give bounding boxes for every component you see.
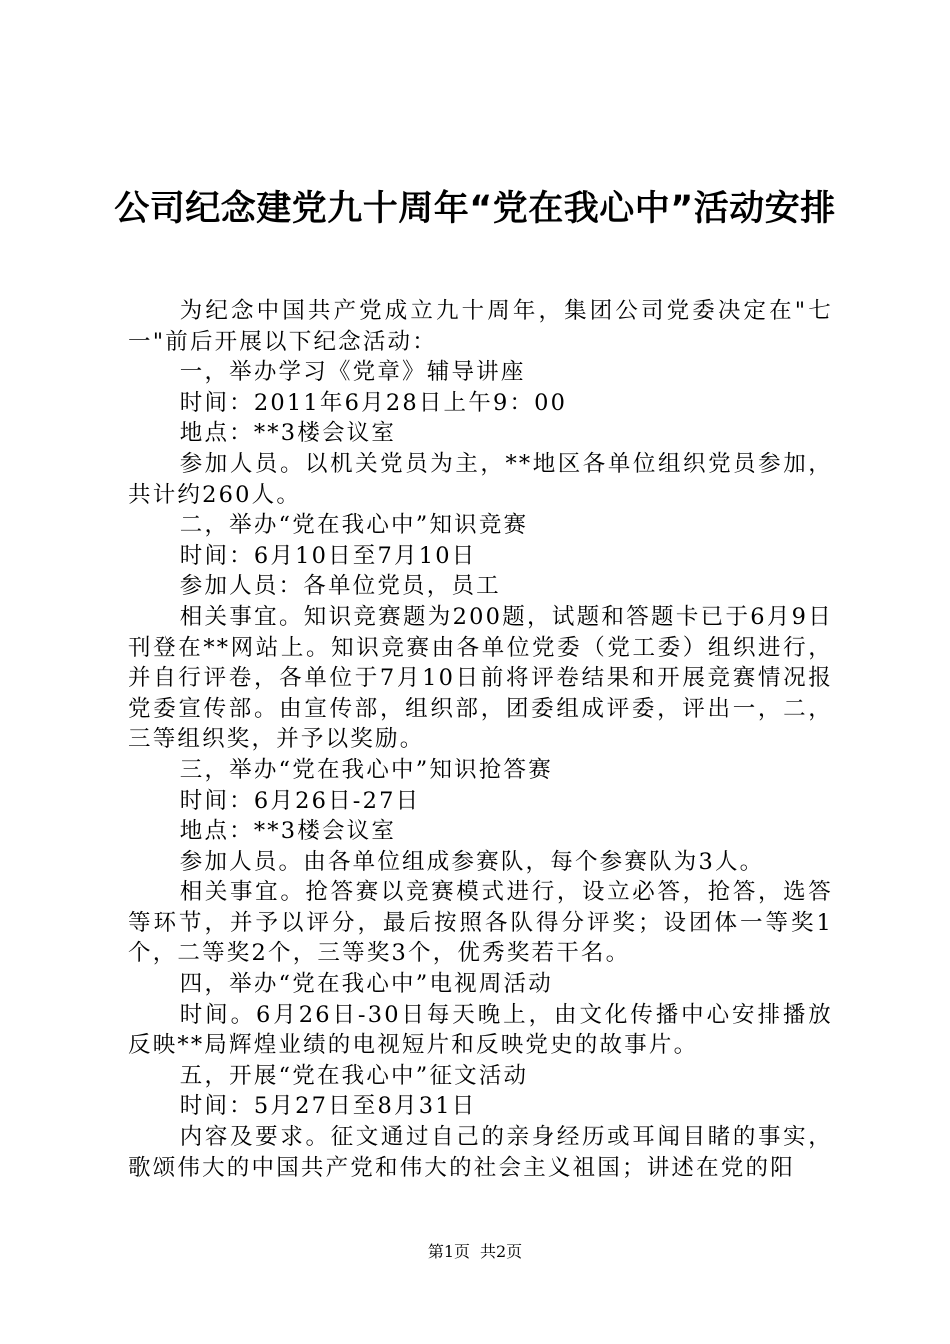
paragraph-time: 时间：6月10日至7月10日: [179, 542, 477, 569]
paragraph-details: 相关事宜。抢答赛以竞赛模式进行，设立必答，抢答，选答等环节，并予以评分，最后按照各队得分评奖；设团体一等奖1个，二等奖2个，三等奖3个，优秀奖若干名。: [128, 879, 833, 967]
paragraph-time: 时间：2011年6月28日上午9：00: [179, 389, 568, 416]
page-total: 共2页: [480, 1242, 523, 1261]
paragraph-details: 相关事宜。知识竞赛题为200题，试题和答题卡已于6月9日刊登在**网站上。知识竞赛由各单位党委（党工委）组织进行，并自行评卷，各单位于7月10日前将评卷结果和开展竞赛情况报党委宣传部。由宣传部，组织部，团委组成评委，评出一，二，三等组织奖，并予以奖励。: [128, 603, 833, 753]
section-heading-1: 一，举办学习《党章》辅导讲座: [179, 359, 526, 386]
paragraph-intro: 为纪念中国共产党成立九十周年，集团公司党委决定在"七一"前后开展以下纪念活动：: [128, 298, 833, 355]
page-number: 第1页: [427, 1242, 470, 1261]
paragraph-requirements: 内容及要求。征文通过自己的亲身经历或耳闻目睹的事实，歌颂伟大的中国共产党和伟大的社会主义祖国；讲述在党的阳: [128, 1124, 833, 1181]
section-heading-3: 三，举办“党在我心中”知识抢答赛: [179, 756, 553, 783]
document-body: [128, 296, 833, 1183]
paragraph-participants: 参加人员。以机关党员为主，**地区各单位组织党员参加，共计约260人。: [128, 450, 833, 508]
paragraph-time: 时间：6月26日-27日: [179, 787, 421, 814]
section-heading-5: 五，开展“党在我心中”征文活动: [179, 1062, 529, 1089]
document-title: 公司纪念建党九十周年“党在我心中”活动安排: [114, 189, 836, 229]
section-heading-4: 四，举办“党在我心中”电视周活动: [179, 971, 553, 998]
paragraph-location: 地点：**3楼会议室: [179, 818, 397, 845]
section-heading-2: 二，举办“党在我心中”知识竞赛: [179, 512, 529, 539]
page-footer: [0, 1240, 950, 1264]
paragraph-participants: 参加人员：各单位党员，员工: [179, 573, 501, 600]
paragraph-time: 时间。6月26日-30日每天晚上，由文化传播中心安排播放反映**局辉煌业绩的电视短片和反映党史的故事片。: [128, 1001, 833, 1059]
paragraph-participants: 参加人员。由各单位组成参赛队，每个参赛队为3人。: [179, 848, 765, 875]
paragraph-location: 地点：**3楼会议室: [179, 420, 397, 447]
paragraph-time: 时间：5月27日至8月31日: [179, 1093, 477, 1120]
